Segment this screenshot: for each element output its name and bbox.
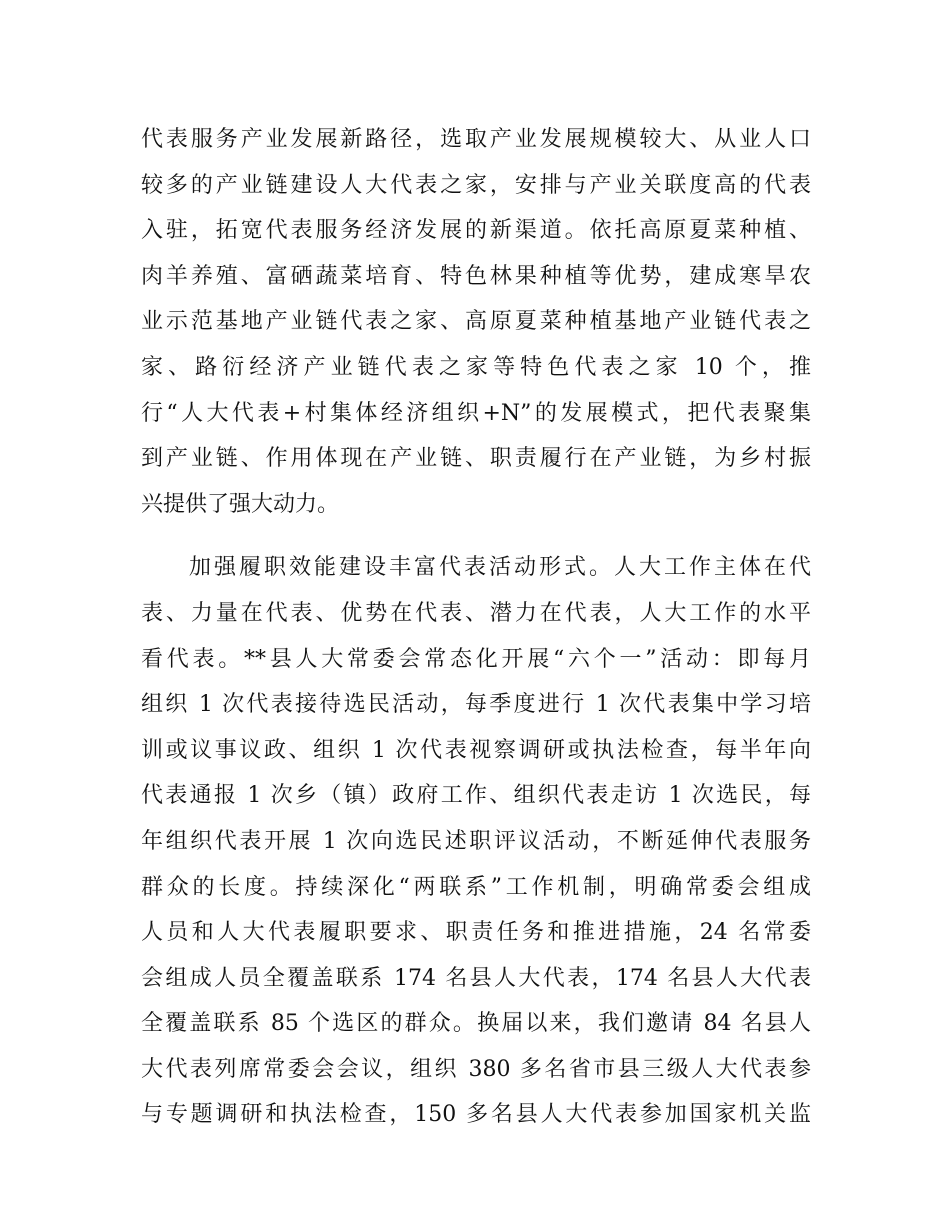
paragraph-2 [141, 545, 811, 1138]
paragraph-line: 群众的长度。持续深化“两联系”工作机制，明确常委会组成 [141, 874, 811, 900]
paragraph-line: 表、力量在代表、优势在代表、潜力在代表，人大工作的水平 [141, 600, 811, 626]
paragraph-line: 行“人大代表+村集体经济组织+N”的发展模式，把代表聚集 [141, 400, 811, 426]
paragraph-last-line: 兴提供了强大动力。 [141, 491, 340, 517]
paragraph-line: 训或议事议政、组织 1 次代表视察调研或执法检查，每半年向 [141, 737, 811, 763]
paragraph-line: 到产业链、作用体现在产业链、职责履行在产业链，为乡村振 [141, 446, 811, 472]
paragraph-line: 全覆盖联系 85 个选区的群众。换届以来，我们邀请 84 名县人 [141, 1011, 811, 1037]
paragraph-line: 看代表。**县人大常委会常态化开展“六个一”活动：即每月 [141, 646, 811, 672]
paragraph-line: 大代表列席常委会会议，组织 380 多名省市县三级人大代表参 [141, 1056, 811, 1082]
paragraph-line: 会组成人员全覆盖联系 174 名县人大代表，174 名县人大代表 [141, 965, 811, 991]
paragraph-1 [141, 117, 811, 527]
paragraph-line: 代表通报 1 次乡（镇）政府工作、组织代表走访 1 次选民，每 [141, 783, 811, 809]
paragraph-line: 业示范基地产业链代表之家、高原夏菜种植基地产业链代表之 [141, 309, 811, 335]
paragraph-line: 人员和人大代表履职要求、职责任务和推进措施，24 名常委 [141, 920, 811, 946]
paragraph-line: 较多的产业链建设人大代表之家，安排与产业关联度高的代表 [141, 172, 811, 198]
document-body [141, 117, 811, 1138]
paragraph-line: 肉羊养殖、富硒蔬菜培育、特色林果种植等优势，建成寒旱农 [141, 263, 811, 289]
paragraph-first-line: 加强履职效能建设丰富代表活动形式。人大工作主体在代 [189, 555, 811, 581]
paragraph-line: 入驻，拓宽代表服务经济发展的新渠道。依托高原夏菜种植、 [141, 218, 811, 244]
paragraph-spacer [141, 527, 811, 545]
paragraph-line: 与专题调研和执法检查，150 多名县人大代表参加国家机关监 [141, 1102, 811, 1128]
paragraph-line: 代表服务产业发展新路径，选取产业发展规模较大、从业人口 [141, 127, 811, 152]
paragraph-line: 组织 1 次代表接待选民活动，每季度进行 1 次代表集中学习培 [141, 692, 811, 718]
paragraph-line: 年组织代表开展 1 次向选民述职评议活动，不断延伸代表服务 [141, 828, 811, 854]
paragraph-line: 家、路衍经济产业链代表之家等特色代表之家 10 个，推 [141, 354, 811, 380]
